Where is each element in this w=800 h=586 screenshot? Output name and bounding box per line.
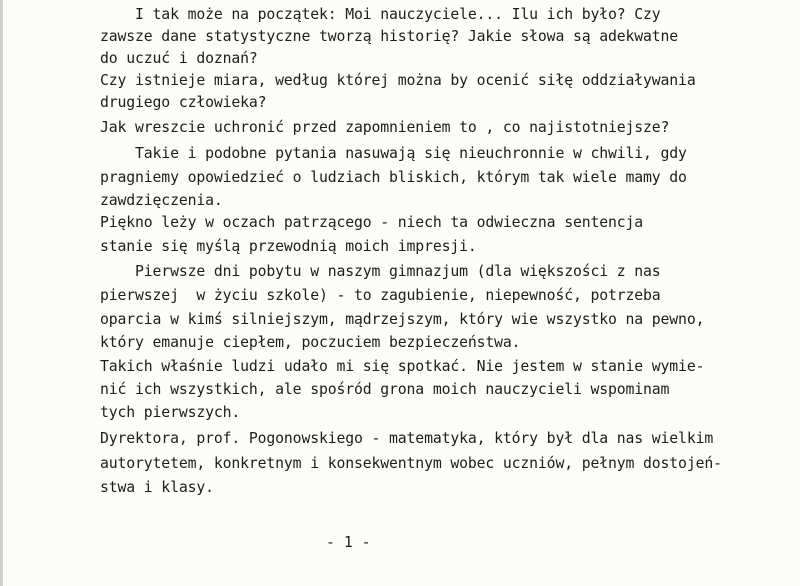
text-line: Jak wreszcie uchronić przed zapomnieniem to , co najistotniejsze?	[100, 119, 670, 136]
text-line: zawsze dane statystyczne tworzą historię? Jakie słowa są adekwatne	[100, 28, 679, 45]
text-line: nić ich wszystkich, ale spośród grona moich nauczycieli wspominam	[100, 381, 670, 398]
text-line: Pierwsze dni pobytu w naszym gimnazjum (dla większości z nas	[100, 263, 661, 280]
text-line: zawdzięczenia.	[100, 192, 223, 209]
text-line: I tak może na początek: Moi nauczyciele... Ilu ich było? Czy	[100, 6, 661, 23]
text-line: który emanuje ciepłem, poczuciem bezpieczeństwa.	[100, 334, 521, 351]
text-line: do uczuć i doznań?	[100, 50, 258, 67]
text-line: Takie i podobne pytania nasuwają się nieuchronnie w chwili, gdy	[100, 145, 687, 162]
text-line: pragniemy opowiedzieć o ludziach bliskich, którym tak wiele mamy do	[100, 169, 687, 186]
text-line: drugiego człowieka?	[100, 94, 267, 111]
text-line: stanie się myślą przewodnią moich impresji.	[100, 238, 477, 255]
page-number: - 1 -	[326, 534, 371, 551]
text-line: Piękno leży w oczach patrzącego - niech ta odwieczna sentencja	[100, 214, 644, 231]
text-line: oparcia w kimś silniejszym, mądrzejszym, który wie wszystko na pewno,	[100, 311, 705, 328]
text-line: Dyrektora, prof. Pogonowskiego - matematyka, który był dla nas wielkim	[100, 430, 714, 447]
text-line: tych pierwszych.	[100, 404, 241, 421]
text-line: Takich właśnie ludzi udało mi się spotkać. Nie jestem w stanie wymie-	[100, 358, 705, 375]
text-line: autorytetem, konkretnym i konsekwentnym wobec uczniów, pełnym dostojeń-	[100, 455, 722, 472]
text-line: Czy istnieje miara, według której można by ocenić siłę oddziaływania	[100, 72, 696, 89]
text-line: pierwszej w życiu szkole) - to zagubienie, niepewność, potrzeba	[100, 287, 661, 304]
text-line: stwa i klasy.	[100, 479, 214, 496]
